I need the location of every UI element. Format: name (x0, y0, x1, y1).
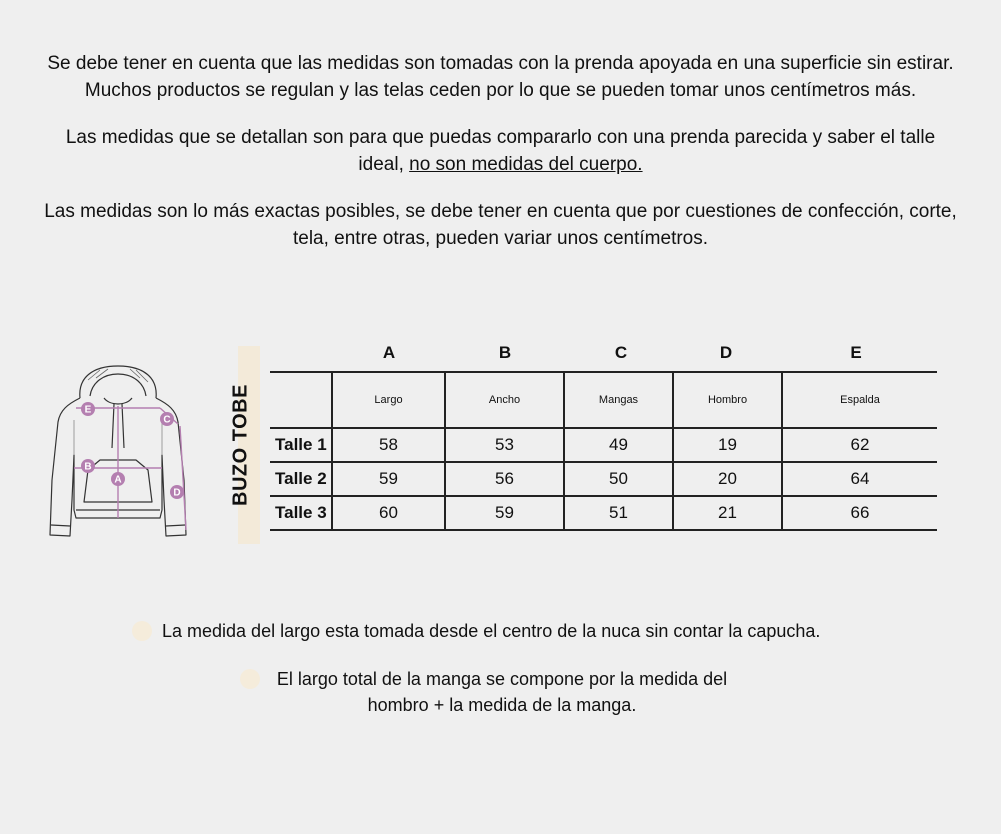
svg-text:C: C (163, 414, 171, 426)
note-length: La medida del largo esta tomada desde el centro de la nuca sin contar la capucha. (162, 621, 821, 641)
table-row (270, 496, 937, 530)
table-cell: 66 (782, 496, 937, 530)
header-ancho: Ancho (445, 372, 564, 428)
bullet-dot-1 (132, 621, 152, 641)
intro-paragraph-1: Se debe tener en cuenta que las medidas son tomadas con la prenda apoyada en una superficie sin estirar. Muchos productos se regulan y las telas ceden por lo que se pueden tomar unos centímetros más. (47, 53, 954, 101)
table-cell: 62 (782, 428, 937, 462)
table-row (270, 428, 937, 462)
underlined-disclaimer: no son medidas del cuerpo. (409, 154, 643, 175)
table-cell: 19 (673, 428, 782, 462)
table-cell: 49 (564, 428, 673, 462)
product-label: BUZO TOBE (229, 384, 252, 506)
table-cell: 51 (564, 496, 673, 530)
table-cell: 58 (332, 428, 445, 462)
intro-text (20, 50, 981, 272)
column-letter-b: B (498, 343, 512, 362)
column-letter-e: E (850, 343, 862, 362)
header-largo: Largo (332, 372, 445, 428)
table-header-row (270, 372, 937, 428)
table-cell: 56 (445, 462, 564, 496)
note-sleeve: El largo total de la manga se compone por la medida del hombro + la medida de la manga. (276, 669, 728, 715)
table-corner (270, 372, 332, 428)
svg-text:B: B (84, 461, 92, 473)
header-espalda: Espalda (782, 372, 937, 428)
bullet-dot-2 (240, 669, 260, 689)
size-table (270, 371, 937, 531)
header-mangas: Mangas (564, 372, 673, 428)
table-cell: 60 (332, 496, 445, 530)
svg-text:E: E (84, 404, 92, 416)
table-cell: 59 (445, 496, 564, 530)
table-cell: 20 (673, 462, 782, 496)
table-cell: 50 (564, 462, 673, 496)
table-cell: 64 (782, 462, 937, 496)
table-cell: 21 (673, 496, 782, 530)
column-letter-c: C (614, 343, 628, 362)
header-hombro: Hombro (673, 372, 782, 428)
svg-text:A: A (114, 474, 122, 486)
svg-text:D: D (173, 487, 181, 499)
measure-line-d (180, 426, 186, 530)
column-letter-d: D (719, 343, 733, 362)
row-label: Talle 1 (270, 428, 332, 462)
intro-paragraph-3: Las medidas son lo más exactas posibles, se debe tener en cuenta que por cuestiones de confección, corte, tela, entre otras, pueden variar unos centímetros. (44, 201, 957, 249)
table-cell: 53 (445, 428, 564, 462)
column-letters (0, 343, 1001, 367)
intro-paragraph-2: Las medidas que se detallan son para que puedas compararlo con una prenda parecida y saber el talle ideal, no son medidas del cuerpo. (65, 127, 936, 175)
column-letter-a: A (382, 343, 396, 362)
table-cell: 59 (332, 462, 445, 496)
row-label: Talle 2 (270, 462, 332, 496)
row-label: Talle 3 (270, 496, 332, 530)
hood-outline (80, 366, 156, 398)
hoodie-diagram (40, 360, 200, 545)
table-row (270, 462, 937, 496)
